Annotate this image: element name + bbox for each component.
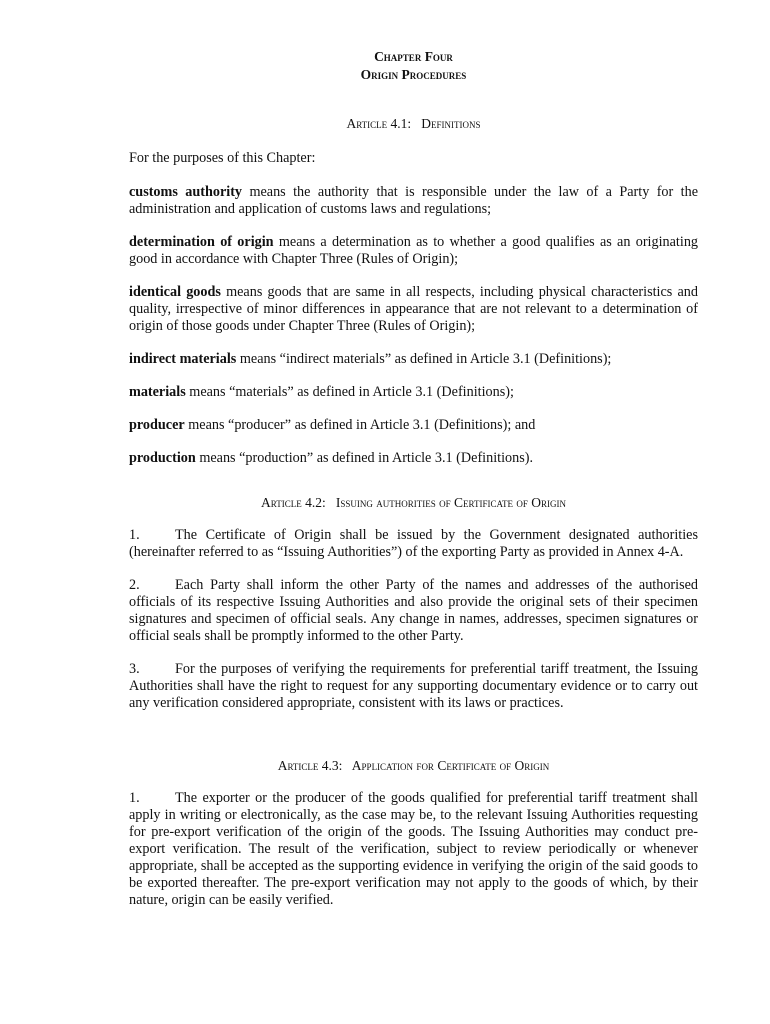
paragraph-number: 2. — [129, 577, 140, 593]
definition-indirect-materials — [129, 351, 698, 368]
definition-text: means “materials” as defined in Article 3.1 (Definitions); — [185, 384, 514, 400]
definition-producer — [129, 417, 698, 434]
paragraph-number: 1. — [129, 790, 140, 806]
paragraph-text: The Certificate of Origin shall be issued by the Government designated authorities (hereinafter referred to as “Issuing Authorities”) of the exporting Party as provided in Annex 4-A. — [129, 527, 698, 560]
paragraph-text: Each Party shall inform the other Party of the names and addresses of the authorised officials of its respective Issuing Authorities and also provide the original sets of their specimen signatures and specimen of official seals. Any change in names, addresses, specimen signatures or official seals shall be promptly informed to the other Party. — [129, 577, 698, 644]
definition-term: identical goods — [129, 284, 221, 300]
definition-identical-goods — [129, 284, 698, 335]
definition-term: materials — [129, 384, 186, 400]
article-4-2-paragraph-3 — [129, 661, 698, 712]
paragraph-number: 1. — [129, 527, 140, 543]
chapter-title: Chapter Four — [374, 49, 453, 64]
definition-text: means the authority that is responsible under the law of a Party for the administration and application of customs laws and regulations; — [129, 184, 698, 217]
definition-term: indirect materials — [129, 351, 237, 367]
article-4-2-heading: Article 4.2: Issuing authorities of Certificate of Origin — [261, 495, 566, 510]
definition-text: means “production” as defined in Article 3.1 (Definitions). — [195, 450, 534, 466]
article-4-2-paragraph-2 — [129, 577, 698, 645]
definition-term: determination of origin — [129, 234, 274, 250]
paragraph-text: For the purposes of verifying the requirements for preferential tariff treatment, the Issuing Authorities shall have the right to request for any supporting documentary evidence or to carry out any verification considered appropriate, consistent with its laws or practices. — [129, 661, 698, 711]
chapter-subtitle: Origin Procedures — [360, 67, 467, 82]
definition-materials — [129, 384, 698, 401]
definition-production — [129, 450, 698, 467]
document-page — [129, 48, 698, 909]
article-4-1-heading: Article 4.1: Definitions — [346, 116, 481, 131]
definition-customs-authority — [129, 184, 698, 218]
article-4-3-heading: Article 4.3: Application for Certificate of Origin — [277, 758, 550, 773]
definition-determination-of-origin — [129, 234, 698, 268]
article-4-2-paragraph-1 — [129, 527, 698, 561]
definition-text: means “producer” as defined in Article 3.1 (Definitions); and — [184, 417, 536, 433]
definition-text: means goods that are same in all respects, including physical characteristics and quality, irrespective of minor differences in appearance that are not relevant to a determination of origin of those goods under Chapter Three (Rules of Origin); — [129, 284, 698, 334]
definition-term: customs authority — [129, 184, 243, 200]
article-4-1-intro: For the purposes of this Chapter: — [129, 150, 316, 166]
paragraph-text: The exporter or the producer of the goods qualified for preferential tariff treatment shall apply in writing or electronically, as the case may be, to the relevant Issuing Authorities requesting for pre-export verification of the origin of the goods. The Issuing Authorities may conduct pre-export verification. The result of the verification, subject to review periodically or whenever appropriate, shall be accepted as the supporting evidence in verifying the origin of the said goods to be exported thereafter. The pre-export verification may not apply to the goods of which, by their nature, origin can be easily verified. — [129, 790, 698, 908]
definition-term: production — [129, 450, 196, 466]
definition-text: means a determination as to whether a good qualifies as an originating good in accordance with Chapter Three (Rules of Origin); — [129, 234, 699, 267]
article-4-3-paragraph-1 — [129, 790, 698, 909]
paragraph-number: 3. — [129, 661, 140, 677]
definition-text: means “indirect materials” as defined in Article 3.1 (Definitions); — [236, 351, 612, 367]
definition-term: producer — [129, 417, 185, 433]
